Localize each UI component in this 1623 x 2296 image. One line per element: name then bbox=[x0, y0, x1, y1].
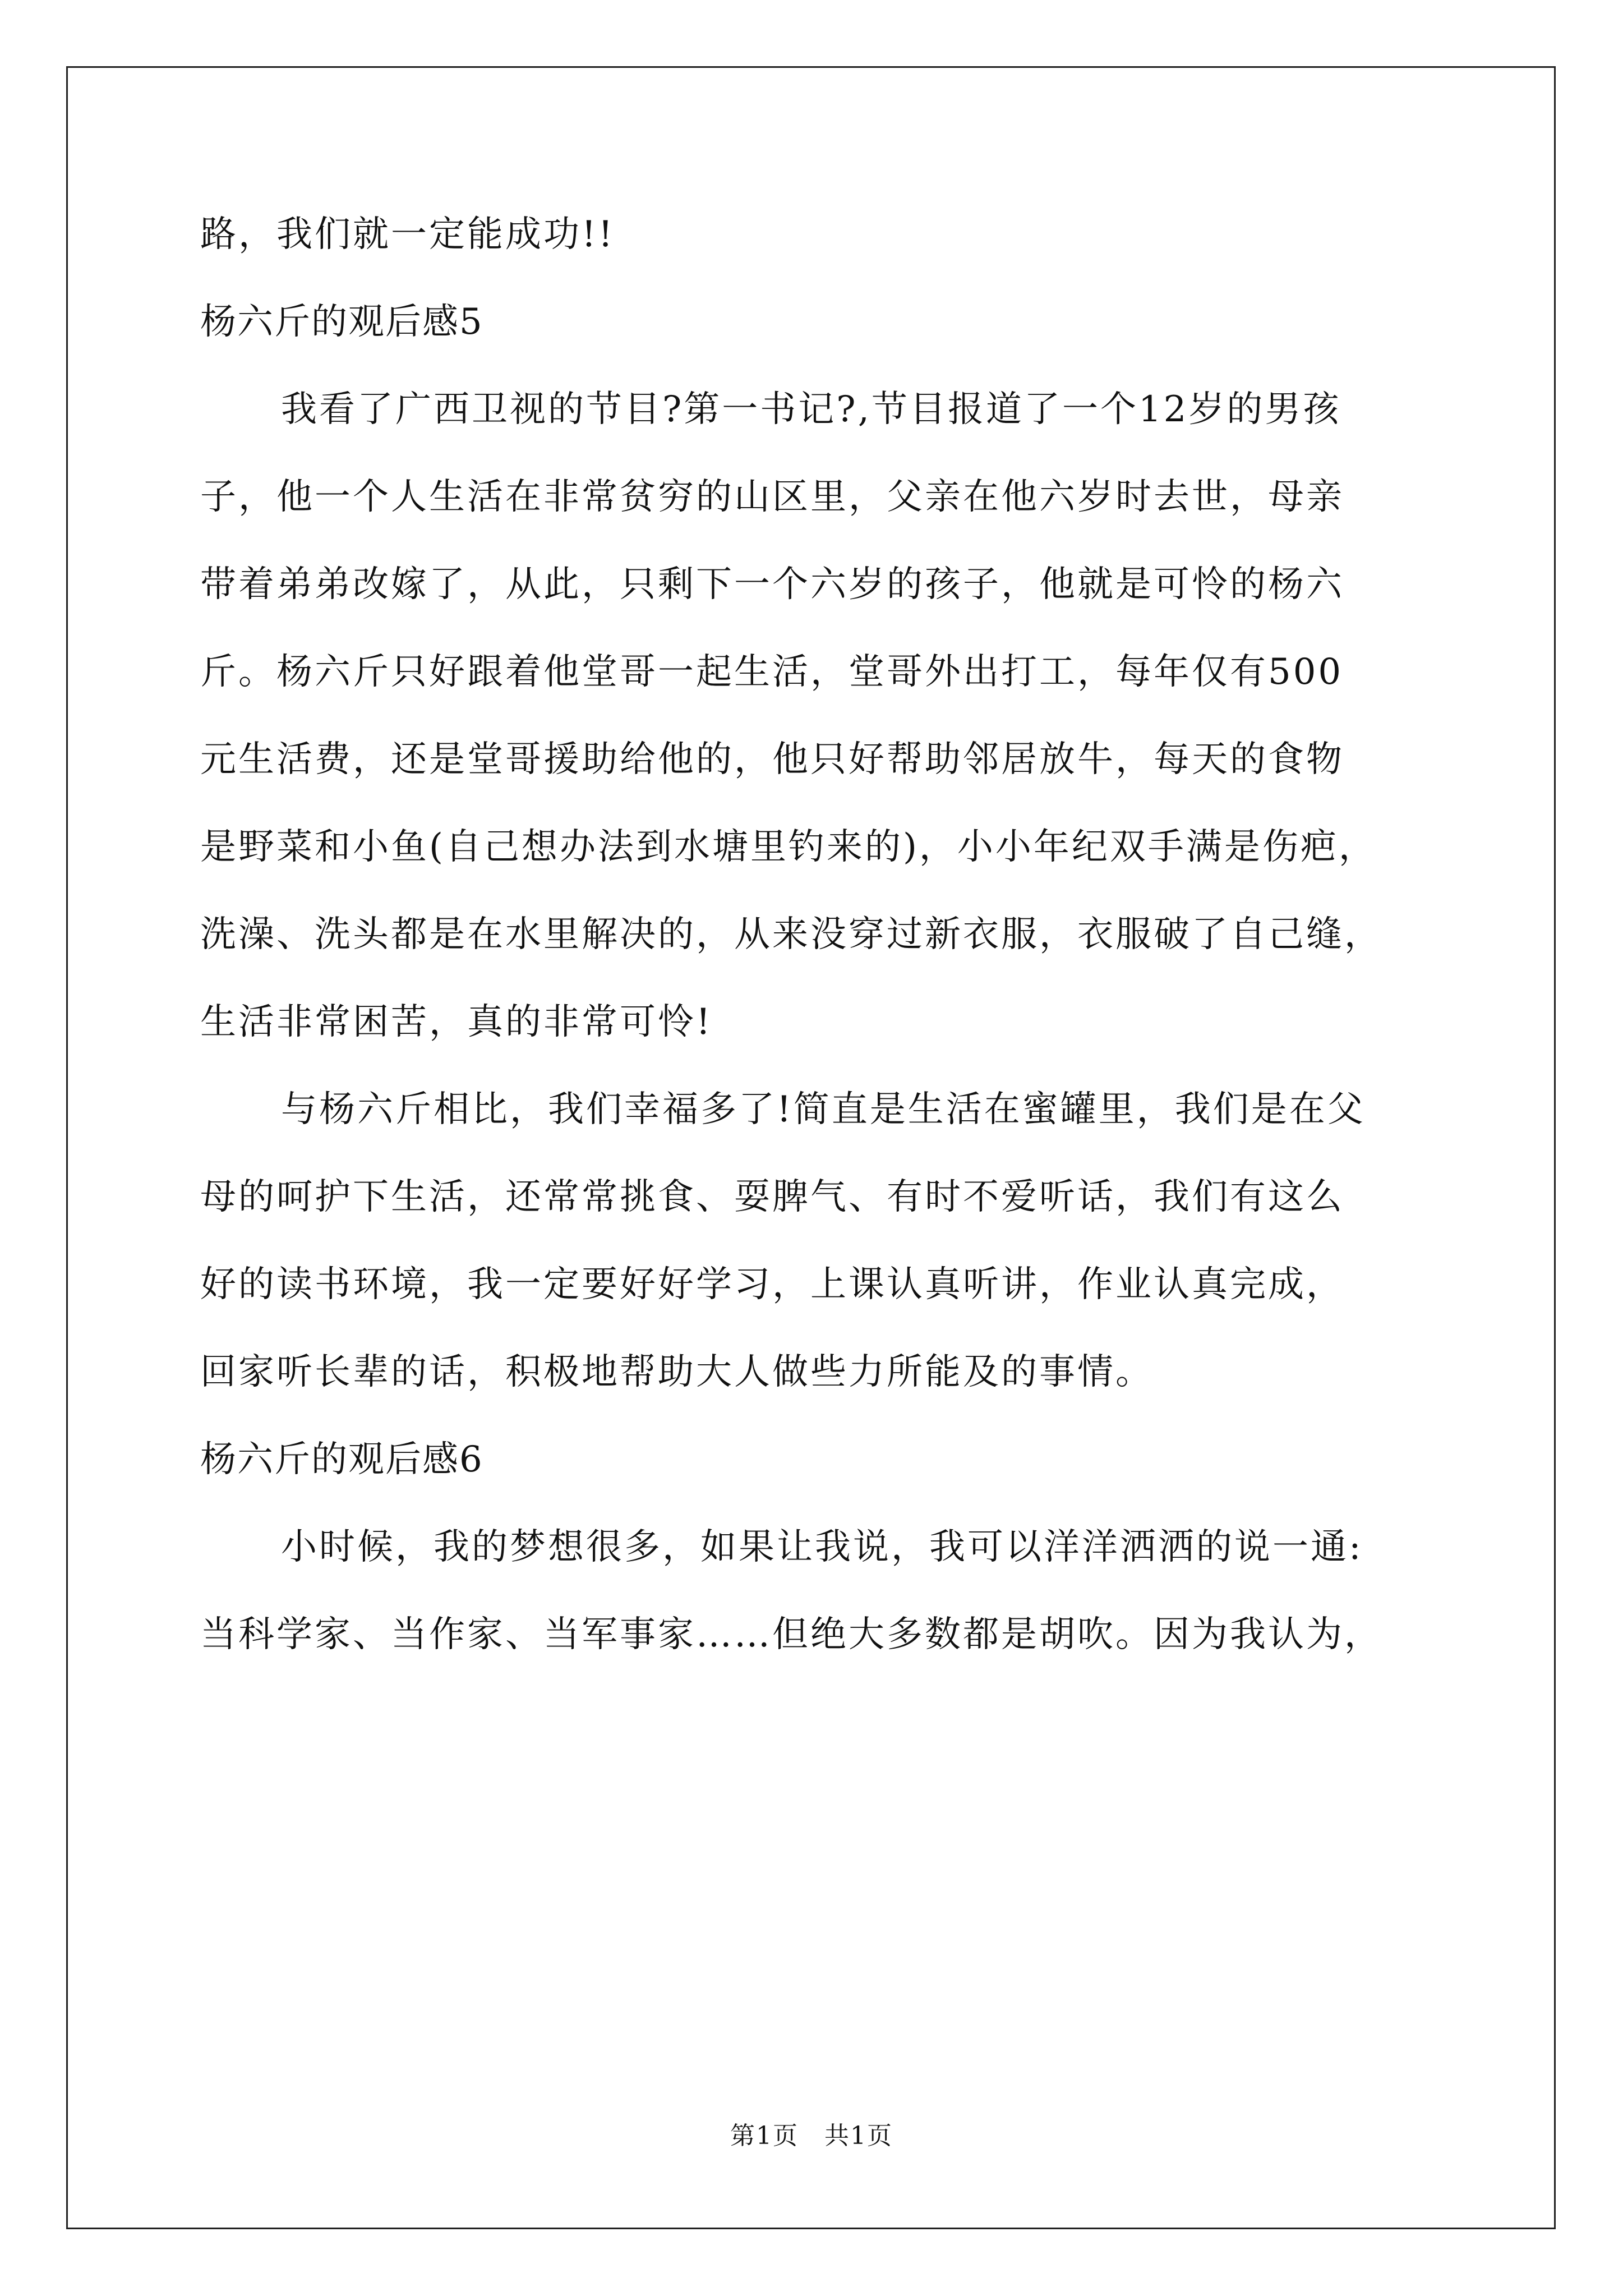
paragraph-line: 生活非常困苦，真的非常可怜! bbox=[200, 1001, 713, 1043]
paragraph-line: 与杨六斤相比，我们幸福多了!简直是生活在蜜罐里，我们是在父 bbox=[281, 1089, 1366, 1130]
paragraph-line: 当科学家、当作家、当军事家……但绝大多数都是胡吹。因为我认为， bbox=[200, 1614, 1382, 1655]
paragraph-line: 路，我们就一定能成功!! bbox=[200, 214, 615, 255]
paragraph-line: 洗澡、洗头都是在水里解决的，从来没穿过新衣服，衣服破了自己缝， bbox=[200, 914, 1382, 955]
paragraph-line: 小时候，我的梦想很多，如果让我说，我可以洋洋洒洒的说一通: bbox=[281, 1526, 1363, 1568]
paragraph-line: 是野菜和小鱼(自己想办法到水塘里钓来的)，小小年纪双手满是伤疤， bbox=[200, 826, 1377, 868]
paragraph-line: 我看了广西卫视的节目?第一书记?,节目报道了一个12岁的男孩 bbox=[281, 389, 1341, 430]
paragraph-line: 带着弟弟改嫁了，从此，只剩下一个六岁的孩子，他就是可怜的杨六 bbox=[200, 564, 1344, 605]
paragraph-line: 元生活费，还是堂哥援助给他的，他只好帮助邻居放牛，每天的食物 bbox=[200, 739, 1344, 780]
paragraph-line: 好的读书环境，我一定要好好学习，上课认真听讲，作业认真完成， bbox=[200, 1264, 1344, 1305]
section-heading: 杨六斤的观后感5 bbox=[200, 301, 483, 343]
paragraph-line: 子，他一个人生活在非常贫穷的山区里，父亲在他六岁时去世，母亲 bbox=[200, 476, 1344, 518]
paragraph-line: 母的呵护下生活，还常常挑食、耍脾气、有时不爱听话，我们有这么 bbox=[200, 1176, 1344, 1218]
paragraph-line: 斤。杨六斤只好跟着他堂哥一起生活，堂哥外出打工，每年仅有500 bbox=[200, 651, 1344, 693]
paragraph-line: 回家听长辈的话，积极地帮助大人做些力所能及的事情。 bbox=[200, 1351, 1154, 1393]
section-heading: 杨六斤的观后感6 bbox=[200, 1439, 483, 1480]
page-footer: 第1页 共1页 bbox=[730, 2122, 893, 2150]
